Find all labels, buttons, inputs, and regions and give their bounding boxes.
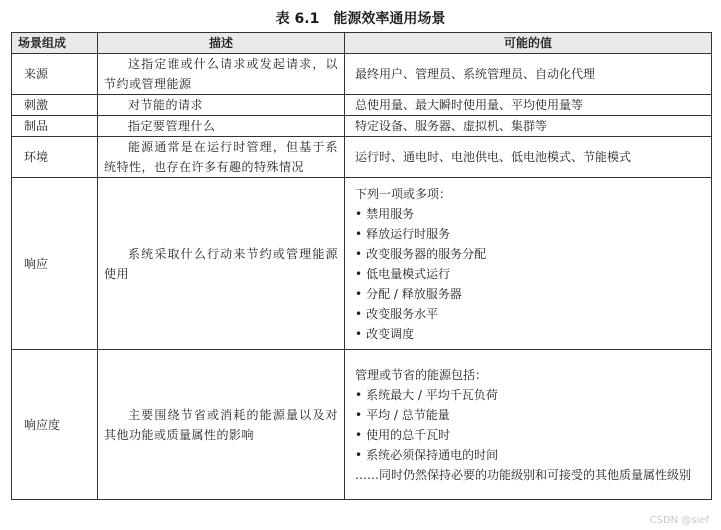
row-name: 响应 (12, 178, 98, 350)
header-description: 描述 (98, 33, 345, 54)
list-item: • 分配 / 释放服务器 (355, 286, 462, 301)
row-description: 指定要管理什么 (98, 116, 345, 137)
list-item: • 释放运行时服务 (355, 226, 451, 241)
header-component: 场景组成 (12, 33, 98, 54)
table-row (12, 95, 712, 116)
bullet-icon: • (355, 206, 363, 221)
row-values: 运行时、通电时、电池供电、低电池模式、节能模式 (345, 137, 712, 178)
list-outro: ……同时仍然保持必要的功能级别和可接受的其他质量属性级别 (355, 467, 692, 482)
row-description: 对节能的请求 (98, 95, 345, 116)
bullet-icon: • (355, 226, 363, 241)
table-row (12, 137, 712, 178)
bullet-icon: • (355, 266, 363, 281)
row-values: 特定设备、服务器、虚拟机、集群等 (345, 116, 712, 137)
header-possible-values: 可能的值 (345, 33, 712, 54)
list-item: • 禁用服务 (355, 206, 415, 221)
bullet-icon: • (355, 387, 363, 402)
row-values: 最终用户、管理员、系统管理员、自动化代理 (345, 54, 712, 95)
row-name: 刺激 (12, 95, 98, 116)
table-caption (0, 8, 721, 28)
bullet-icon: • (355, 326, 363, 341)
table-number: 表 6.1 (275, 11, 320, 27)
table-row (12, 54, 712, 95)
bullet-icon: • (355, 427, 363, 442)
list-intro: 管理或节省的能源包括： (355, 367, 488, 382)
list-item: • 系统必须保持通电的时间 (355, 447, 499, 462)
list-item: • 系统最大 / 平均千瓦负荷 (355, 387, 498, 402)
list-item: • 改变调度 (355, 326, 415, 341)
row-name: 响应度 (12, 350, 98, 500)
bullet-icon: • (355, 447, 363, 462)
row-description: 主要围绕节省或消耗的能源量以及对其他功能或质量属性的影响 (98, 350, 345, 500)
table-row (12, 116, 712, 137)
bullet-icon: • (355, 286, 363, 301)
row-values (345, 178, 712, 350)
row-values (345, 350, 712, 500)
list-item: • 改变服务水平 (355, 306, 439, 321)
list-item: • 改变服务器的服务分配 (355, 246, 487, 261)
bullet-icon: • (355, 246, 363, 261)
table-row (12, 178, 712, 350)
row-description: 系统采取什么行动来节约或管理能源使用 (98, 178, 345, 350)
table-title: 能源效率通用场景 (333, 11, 446, 27)
row-name: 制品 (12, 116, 98, 137)
list-intro: 下列一项或多项： (355, 186, 452, 201)
list-item: • 低电量模式运行 (355, 266, 451, 281)
energy-efficiency-scenario-table (11, 32, 712, 500)
row-description: 这指定谁或什么请求或发起请求，以节约或管理能源 (98, 54, 345, 95)
row-description: 能源通常是在运行时管理，但基于系统特性，也存在许多有趣的特殊情况 (98, 137, 345, 178)
row-name: 环境 (12, 137, 98, 178)
watermark: CSDN @sief (649, 515, 709, 526)
bullet-icon: • (355, 407, 363, 422)
row-name: 来源 (12, 54, 98, 95)
list-item: • 使用的总千瓦时 (355, 427, 451, 442)
row-values: 总使用量、最大瞬时使用量、平均使用量等 (345, 95, 712, 116)
table-row (12, 350, 712, 500)
list-item: • 平均 / 总节能量 (355, 407, 450, 422)
table-header-row (12, 33, 712, 54)
bullet-icon: • (355, 306, 363, 321)
